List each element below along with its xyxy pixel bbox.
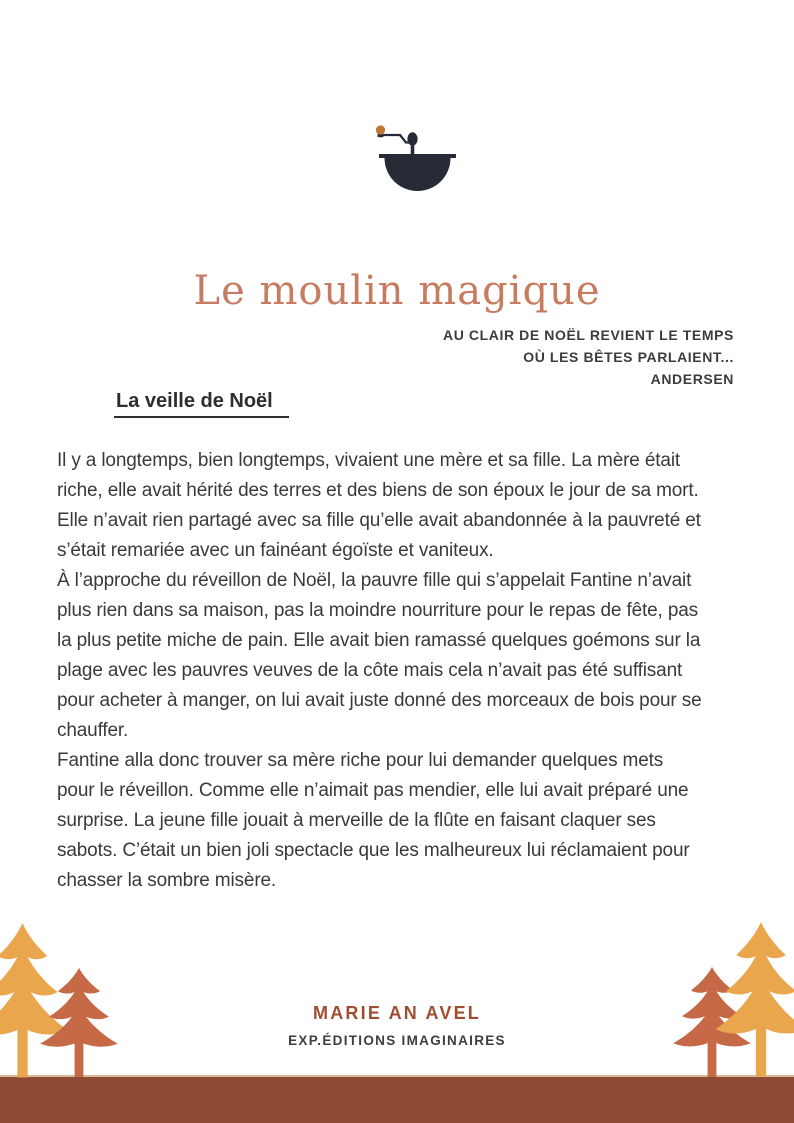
mill-crank-rod (381, 135, 413, 143)
mill-crank-knob (376, 125, 385, 134)
body-line: la plus petite miche de pain. Elle avait bien ramassé quelques goémons sur la (57, 630, 701, 651)
mill-shaft (411, 144, 415, 155)
epigraph-line: AU CLAIR DE NOËL REVIENT LE TEMPS (442, 327, 734, 343)
epigraph-author: ANDERSEN (650, 371, 734, 387)
body-line: pour le réveillon. Comme elle n’aimait pas mendier, elle lui avait préparé une (57, 780, 689, 801)
body-line: plage avec les pauvres veuves de la côte mais cela n’avait pas été suffisant (57, 660, 683, 681)
body-line: chauffer. (57, 720, 129, 741)
epigraph-line: OÙ LES BÊTES PARLAIENT... (523, 349, 734, 365)
story-body (57, 446, 747, 896)
footer-author: MARIE AN AVEL (313, 1003, 481, 1023)
mill-bowl (385, 158, 451, 191)
body-line: surprise. La jeune fille jouait à merveille de la flûte en faisant claquer ses (57, 810, 656, 831)
body-line: riche, elle avait hérité des terres et des biens de son époux le jour de sa mort. (57, 480, 699, 501)
hand-mill-icon (372, 120, 467, 195)
page-title: Le moulin magique (193, 267, 601, 314)
body-line: chasser la sombre misère. (57, 870, 277, 891)
body-line: Il y a longtemps, bien longtemps, vivaient une mère et sa fille. La mère était (57, 450, 681, 471)
mill-shaft-ball (407, 132, 417, 146)
section-heading: La veille de Noël (114, 390, 289, 418)
pine-tree-icon (716, 922, 794, 1077)
body-line: À l’approche du réveillon de Noël, la pauvre fille qui s’appelait Fantine n’avait (57, 570, 692, 591)
pine-tree-icon (0, 923, 68, 1078)
epigraph-quote (443, 324, 734, 390)
body-line: Elle n’avait rien partagé avec sa fille qu’elle avait abandonnée à la pauvreté et (57, 510, 701, 531)
body-line: plus rien dans sa maison, pas la moindre nourriture pour le repas de fête, pas (57, 600, 698, 621)
mill-crank (376, 125, 412, 142)
body-line: s’était remariée avec un fainéant égoïste et vaniteux. (57, 540, 494, 561)
body-line: sabots. C’était un bien joli spectacle que les malheureux lui réclamaient pour (57, 840, 690, 861)
body-line: pour acheter à manger, on lui avait juste donné des morceaux de bois pour se (57, 690, 702, 711)
paragraph (57, 566, 747, 746)
paragraph (57, 446, 747, 566)
mill-rim (379, 154, 456, 158)
footer-publisher: EXP.ÉDITIONS IMAGINAIRES (288, 1033, 506, 1048)
body-line: Fantine alla donc trouver sa mère riche pour lui demander quelques mets (57, 750, 664, 771)
ground-band (0, 1077, 794, 1123)
paragraph (57, 746, 747, 896)
